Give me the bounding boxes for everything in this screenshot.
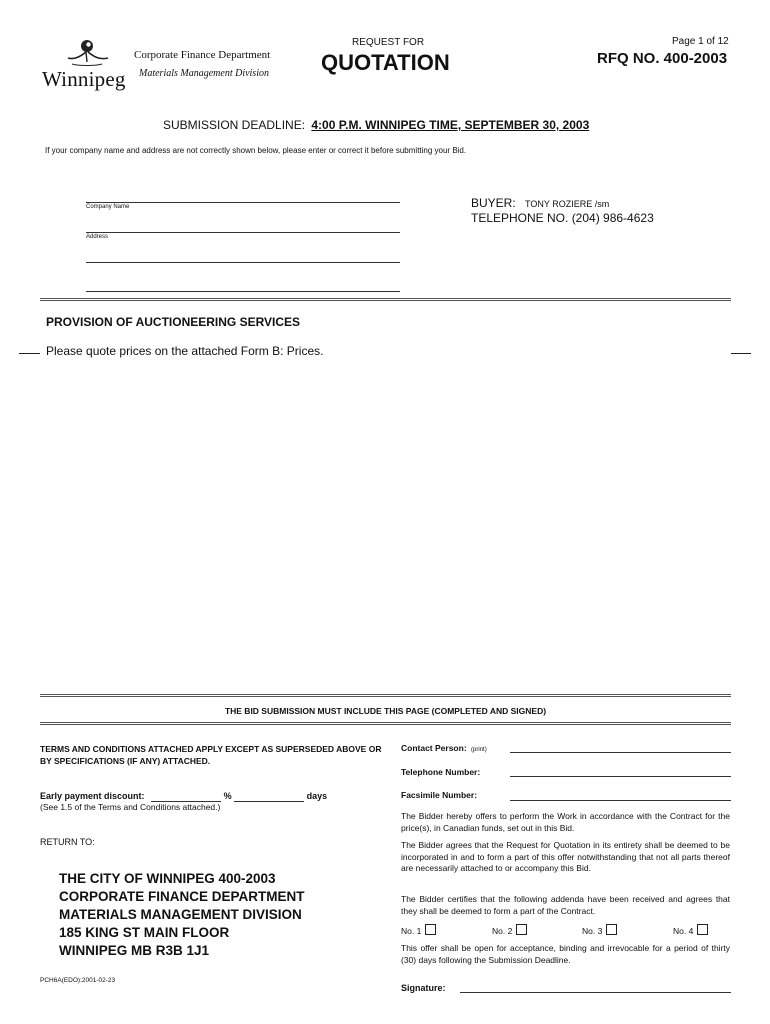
facsimile-number-label: Facsimile Number: [401,790,478,800]
buyer-telephone: TELEPHONE NO. (204) 986-4623 [471,211,654,225]
company-name-line[interactable] [86,202,400,203]
addenda-checkbox-4[interactable]: No. 4 [673,924,708,936]
discount-note: (See 1.5 of the Terms and Conditions attached.) [40,802,221,812]
facsimile-number-field[interactable] [510,800,731,801]
submission-bottom-rule [40,722,731,725]
city-logo [42,36,124,94]
form-code: PCH6A(EDO):2001-02-23 [40,977,116,984]
return-address [59,870,305,960]
checkbox-icon[interactable] [606,924,617,935]
contact-person-label: Contact Person: (print) [401,743,487,753]
deadline-label: SUBMISSION DEADLINE: [163,118,306,132]
return-address-line: THE CITY OF WINNIPEG 400-2003 [59,871,276,886]
department-name: Corporate Finance Department [134,49,271,61]
bidder-offer-paragraph: The Bidder hereby offers to perform the Work in accordance with the Contract for the price(s), in Canadian funds, set out in this Bid. [401,811,730,833]
signature-field[interactable] [460,992,731,993]
checkbox-icon[interactable] [425,924,436,935]
early-payment-discount [40,791,327,802]
checkbox-icon[interactable] [516,924,527,935]
terms-statement: TERMS AND CONDITIONS ATTACHED APPLY EXCEPT AS SUPERSEDED ABOVE OR BY SPECIFICATIONS (IF ANY) ATTACHED. [40,744,382,766]
rfq-number: RFQ NO. 400-2003 [597,50,728,67]
buyer-info [471,196,609,210]
address-line-2[interactable] [86,262,400,263]
buyer-name: TONY ROZIERE /sm [525,199,610,209]
return-address-line: MATERIALS MANAGEMENT DIVISION [59,907,302,922]
return-address-line: WINNIPEG MB R3B 1J1 [59,943,210,958]
return-address-line: 185 KING ST MAIN FLOOR [59,925,230,940]
discount-percent-field[interactable] [151,791,221,802]
division-name: Materials Management Division [139,68,269,79]
addenda-checkbox-2[interactable]: No. 2 [492,924,527,936]
address-line-1[interactable] [86,232,400,233]
right-margin-mark [731,353,751,354]
discount-label: Early payment discount: [40,791,145,801]
address-label: Address [86,234,109,240]
discount-days-label: days [306,791,328,801]
submission-banner: THE BID SUBMISSION MUST INCLUDE THIS PAGE (COMPLETED AND SIGNED) [224,706,547,716]
header-divider [40,298,731,301]
addenda-checkbox-3[interactable]: No. 3 [582,924,617,936]
return-to-label: RETURN TO: [40,837,95,847]
page-number: Page 1 of 12 [672,36,729,47]
contact-person-field[interactable] [510,752,731,753]
signature-label: Signature: [401,983,446,993]
buyer-label: BUYER: [471,196,516,210]
project-title: PROVISION OF AUCTIONEERING SERVICES [46,315,301,329]
offer-validity-paragraph: This offer shall be open for acceptance, binding and irrevocable for a period of thirty (30) days following the Submission Deadline. [401,943,730,965]
submission-top-rule [40,694,731,697]
telephone-number-field[interactable] [510,776,731,777]
request-for-label: REQUEST FOR [352,37,425,48]
checkbox-icon[interactable] [697,924,708,935]
contact-print-note: (print) [471,747,487,753]
address-line-3[interactable] [86,291,400,292]
document-type: QUOTATION [321,50,450,75]
discount-percent-sign: % [223,791,232,801]
addenda-checkbox-1[interactable]: No. 1 [401,924,436,936]
addenda-certification-paragraph: The Bidder certifies that the following addenda have been received and agrees that they shall be deemed to form a part of the Contract. [401,894,730,916]
deadline-value: 4:00 P.M. WINNIPEG TIME, SEPTEMBER 30, 2003 [311,118,590,132]
city-emblem-icon [42,36,124,70]
company-name-label: Company Name [86,204,130,210]
company-notice: If your company name and address are not correctly shown below, please enter or correct it before submitting your Bid. [45,146,467,155]
discount-days-field[interactable] [234,791,304,802]
pricing-instruction: Please quote prices on the attached Form B: Prices. [46,344,324,358]
bidder-agreement-paragraph: The Bidder agrees that the Request for Quotation in its entirety shall be deemed to be incorporated in and to form a part of this offer notwithstanding that not all parts thereof are necessarily attached to or accompany this Bid. [401,840,730,873]
return-address-line: CORPORATE FINANCE DEPARTMENT [59,889,305,904]
submission-deadline [163,118,589,132]
telephone-number-label: Telephone Number: [401,767,481,777]
left-margin-mark [19,353,40,354]
logo-wordmark: Winnipeg [42,67,126,91]
